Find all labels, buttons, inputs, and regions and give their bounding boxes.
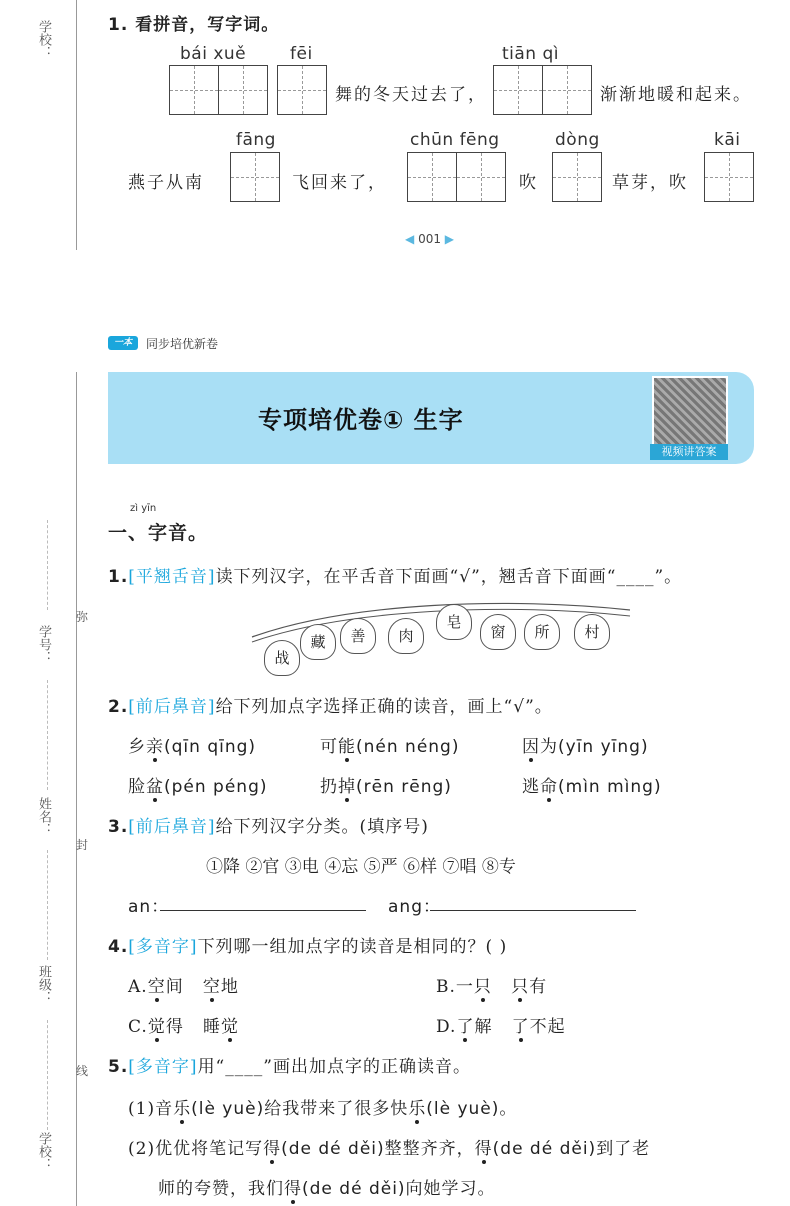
margin-dash	[47, 850, 48, 960]
q5-text: 用“____”画出加点字的正确读音。	[197, 1057, 471, 1077]
row2-text-d: 草芽，吹	[612, 173, 688, 193]
q2	[108, 692, 553, 717]
q2-item[interactable]: 可能(nén néng)	[320, 737, 460, 757]
write-box-tianqi[interactable]	[493, 65, 591, 115]
q4-option-b[interactable]: B.一只 只有	[436, 977, 548, 997]
q3-char-list: ①降 ②官 ③电 ④忘 ⑤严 ⑥样 ⑦唱 ⑧专	[206, 857, 516, 877]
q5	[108, 1052, 471, 1077]
q4-num: 4.	[108, 937, 129, 957]
banner-title: 专项培优卷① 生字	[258, 406, 464, 434]
page-number	[405, 232, 454, 246]
q5-sentence-2: (2)优优将笔记写得(de dé děi)整整齐齐，得(de dé děi)到了老	[128, 1139, 651, 1159]
q5-tag: [多音字]	[128, 1057, 198, 1077]
q3-ang-blank[interactable]	[430, 910, 636, 911]
qr-caption: 视频讲答案	[650, 444, 728, 460]
write-box-fei[interactable]	[277, 65, 326, 115]
qr-code[interactable]	[652, 376, 728, 450]
write-box-dong[interactable]	[552, 152, 601, 202]
row1-text-a: 舞的冬天过去了，	[335, 85, 487, 105]
q1-num: 1.	[108, 567, 129, 587]
q4-tag: [多音字]	[128, 937, 198, 957]
side-label-id: 学号：	[36, 625, 51, 664]
q5-s1-pinyin-choice-2[interactable]: (lè yuè)	[426, 1099, 500, 1119]
q3-an-label: an：	[128, 897, 170, 917]
q1-char-bell[interactable]: 所	[524, 614, 560, 650]
q1-char-bell[interactable]: 窗	[480, 614, 516, 650]
side-label-name: 姓名：	[36, 797, 51, 836]
q3-text: 给下列汉字分类。(填序号)	[215, 817, 429, 837]
q4-option-d[interactable]: D.了解 了不起	[436, 1017, 566, 1037]
write-box-kai[interactable]	[704, 152, 753, 202]
q3-tag: [前后鼻音]	[128, 817, 216, 837]
pinyin-dong: dòng	[555, 130, 600, 150]
seal-char-2: 封	[76, 838, 89, 852]
row2-text-c: 吹	[519, 173, 538, 193]
section-heading: 一、字音。	[108, 522, 209, 544]
write-box-fang[interactable]	[230, 152, 279, 202]
q2-item[interactable]: 逃命(mìn mìng)	[522, 777, 662, 797]
pinyin-fang: fāng	[236, 130, 276, 150]
page-number-text: 001	[418, 232, 441, 246]
q2-text: 给下列加点字选择正确的读音，画上“√”。	[215, 697, 553, 717]
margin-line	[76, 0, 77, 250]
q1-top-label: 1. 看拼音，写字词。	[108, 15, 280, 35]
margin-line-2	[76, 372, 77, 1206]
write-box-chunfeng[interactable]	[407, 152, 505, 202]
q1	[108, 562, 682, 587]
q5-s3-pinyin-choice[interactable]: (de dé děi)	[302, 1179, 406, 1199]
row2-text-b: 飞回来了，	[292, 173, 387, 193]
q4	[108, 932, 507, 957]
row1-text-b: 渐渐地暖和起来。	[600, 85, 752, 105]
q5-sentence-3: 师的夸赞，我们得(de dé děi)向她学习。	[158, 1179, 496, 1199]
section-ruby: zì yīn	[130, 503, 157, 514]
q2-item[interactable]: 乡亲(qīn qīng)	[128, 737, 257, 757]
q2-tag: [前后鼻音]	[128, 697, 216, 717]
pinyin-kai: kāi	[714, 130, 741, 150]
pinyin-fei: fēi	[290, 44, 313, 64]
q5-s2-pinyin-choice-2[interactable]: (de dé děi)	[492, 1139, 597, 1159]
q2-item[interactable]: 脸盆(pén péng)	[128, 777, 268, 797]
row2-text-a: 燕子从南	[128, 173, 204, 193]
margin-dash	[47, 1020, 48, 1130]
q4-text: 下列哪一组加点字的读音是相同的？( )	[197, 937, 508, 957]
seal-char-1: 弥	[76, 610, 89, 624]
q1-char-bell[interactable]: 村	[574, 614, 610, 650]
q3-ang-label: ang：	[388, 897, 441, 917]
q2-num: 2.	[108, 697, 129, 717]
pinyin-bai-xue: bái xuě	[180, 44, 247, 64]
q4-option-c[interactable]: C.觉得 睡觉	[128, 1017, 240, 1037]
side-label-school: 学校：	[36, 1132, 51, 1171]
q4-option-a[interactable]: A.空间 空地	[128, 977, 239, 997]
pinyin-chun-feng: chūn fēng	[410, 130, 500, 150]
q1-char-bell[interactable]: 皂	[436, 604, 472, 640]
prev-arrow-icon: ◀	[405, 232, 415, 246]
margin-dash	[47, 680, 48, 790]
q1-char-bell[interactable]: 藏	[300, 624, 336, 660]
q5-num: 5.	[108, 1057, 129, 1077]
pinyin-tian-qi: tiān qì	[502, 44, 559, 64]
q1-tag: [平翘舌音]	[128, 567, 216, 587]
q1-char-bell[interactable]: 战	[264, 640, 300, 676]
q3	[108, 812, 429, 837]
q1-text: 读下列汉字，在平舌音下面画“√”，翘舌音下面画“____”。	[215, 567, 683, 587]
q5-s2-pinyin-choice[interactable]: (de dé děi)	[281, 1139, 385, 1159]
q5-sentence-1: (1)音乐(lè yuè)给我带来了很多快乐(lè yuè)。	[128, 1099, 518, 1119]
q2-item[interactable]: 因为(yīn yīng)	[522, 737, 649, 757]
margin-dash	[47, 520, 48, 610]
title-banner	[108, 372, 754, 464]
series-title: 同步培优新卷	[146, 337, 219, 351]
brand-logo: 一本	[108, 336, 138, 350]
seal-char-3: 线	[76, 1064, 89, 1078]
q3-num: 3.	[108, 817, 129, 837]
side-label-class: 班级：	[36, 965, 51, 1004]
write-box-baixue[interactable]	[169, 65, 267, 115]
q5-s1-pinyin-choice[interactable]: (lè yuè)	[191, 1099, 265, 1119]
q1-char-bell[interactable]: 善	[340, 618, 376, 654]
q2-item[interactable]: 扔掉(rēn rēng)	[320, 777, 452, 797]
q1-char-bell[interactable]: 肉	[388, 618, 424, 654]
side-label-school-top: 学校：	[36, 20, 51, 59]
next-arrow-icon: ▶	[444, 232, 455, 246]
q3-an-blank[interactable]	[160, 910, 366, 911]
